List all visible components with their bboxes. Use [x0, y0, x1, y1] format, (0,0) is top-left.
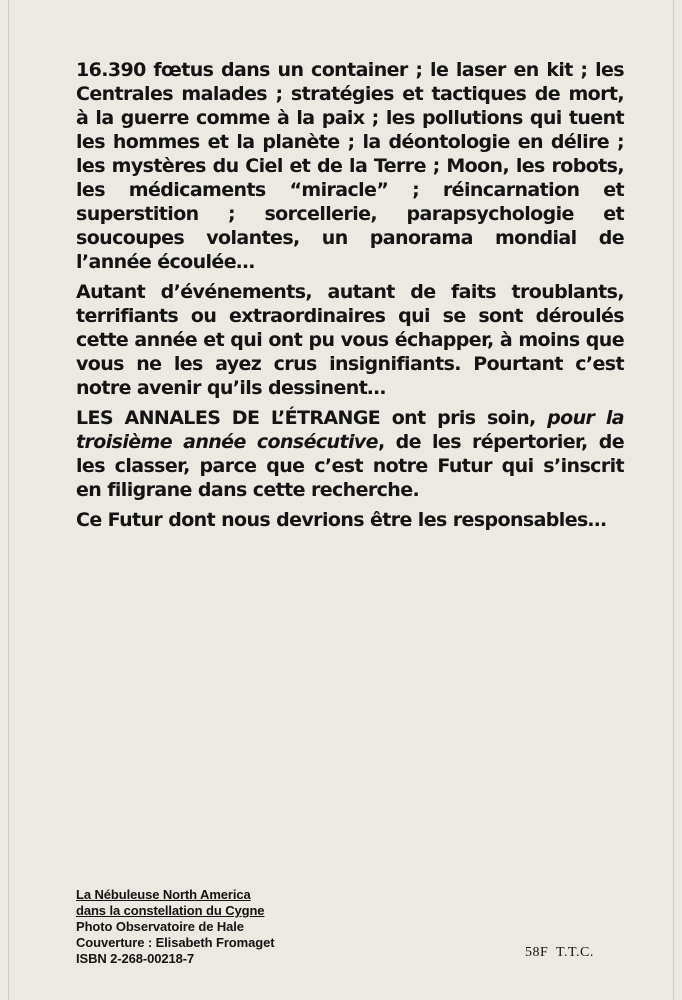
- blurb-paragraph-1: 16.390 fœtus dans un container ; le laser en kit ; les Centrales malades ; stratégies et tactiques de mort, à la guerre comme à la paix ; les pollutions qui tuent les hommes et la planète ; la déontologie en délire ; les mystères du Ciel et de la Terre ; Moon, les robots, les médicaments “miracle” ; réincarnation et superstition ; sorcellerie, parapsychologie et soucoupes volantes, un panorama mondial de l’année écoulée…: [76, 59, 624, 273]
- cover-caption-line-1: La Nébuleuse North America: [76, 887, 251, 902]
- cover-designer-credit: Couverture : Elisabeth Fromaget: [76, 935, 275, 950]
- blurb-paragraph-2: Autant d’événements, autant de faits troublants, terrifiants ou extraordinaires qui se sont déroulés cette année et qui ont pu vous échapper, à moins que vous ne les ayez crus insignifiants. Pourtant c’est notre avenir qu’ils dessinent…: [76, 281, 624, 399]
- cover-caption-line-2: dans la constellation du Cygne: [76, 903, 265, 918]
- back-cover-blurb: [76, 58, 624, 538]
- isbn: ISBN 2-268-00218-7: [76, 951, 195, 966]
- blurb-paragraph-3-part-b: , de les répertorier, de les classer, parce que c’est notre Futur qui s’inscrit en filigrane dans cette recherche.: [76, 431, 625, 501]
- blurb-italic-phrase: pour la troisième année consécutive: [76, 407, 624, 453]
- photo-credit: Photo Observatoire de Hale: [76, 919, 244, 934]
- series-title: LES ANNALES DE L’ÉTRANGE: [76, 407, 381, 429]
- blurb-paragraph-4: Ce Futur dont nous devrions être les responsables…: [76, 509, 607, 531]
- cover-credits: [76, 887, 336, 967]
- price-label: 58F T.T.C.: [525, 945, 594, 960]
- blurb-paragraph-3: [76, 406, 624, 502]
- blurb-paragraph-3-part-a: ont pris soin,: [380, 407, 548, 429]
